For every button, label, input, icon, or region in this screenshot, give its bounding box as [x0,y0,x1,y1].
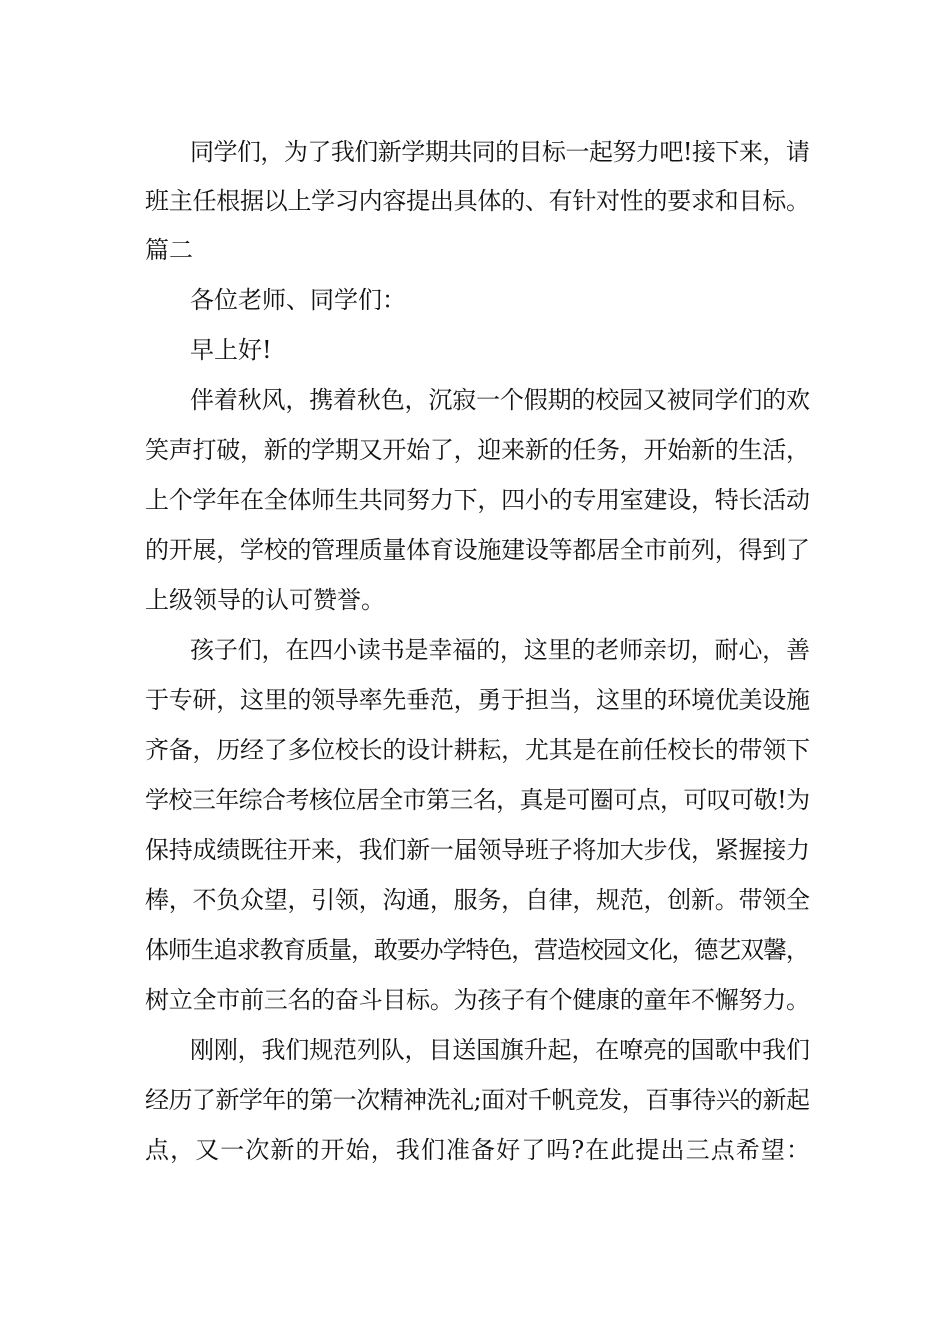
paragraph-line: 伴着秋风，携着秋色，沉寂一个假期的校园又被同学们的欢 [190,386,810,414]
paragraph-line: 笑声打破，新的学期又开始了，迎来新的任务，开始新的生活， [145,436,810,464]
paragraph-line: 上级领导的认可赞誉。 [145,586,385,614]
paragraph-line: 的开展，学校的管理质量体育设施建设等都居全市前列，得到了 [145,536,810,564]
paragraph-line: 于专研，这里的领导率先垂范，勇于担当，这里的环境优美设施 [145,686,810,714]
paragraph-line: 经历了新学年的第一次精神洗礼;面对千帆竞发，百事待兴的新起 [145,1086,810,1114]
paragraph-line: 体师生追求教育质量，敢要办学特色，营造校园文化，德艺双馨， [145,936,809,964]
paragraph-line: 同学们，为了我们新学期共同的目标一起努力吧!接下来，请 [190,138,810,166]
paragraph-line: 班主任根据以上学习内容提出具体的、有针对性的要求和目标。 [145,187,810,215]
paragraph-line: 学校三年综合考核位居全市第三名，真是可圈可点，可叹可敬!为 [145,786,810,814]
paragraph-line: 孩子们，在四小读书是幸福的，这里的老师亲切，耐心，善 [190,636,810,664]
greeting: 早上好! [190,336,272,364]
paragraph-line: 刚刚，我们规范列队，目送国旗升起，在嘹亮的国歌中我们 [190,1036,810,1064]
salutation: 各位老师、同学们： [190,286,406,314]
paragraph-line: 齐备，历经了多位校长的设计耕耘，尤其是在前任校长的带领下 [145,736,810,764]
paragraph-line: 上个学年在全体师生共同努力下，四小的专用室建设，特长活动 [145,486,810,514]
paragraph-line: 树立全市前三名的奋斗目标。为孩子有个健康的童年不懈努力。 [145,986,810,1014]
paragraph-line: 棒，不负众望，引领，沟通，服务，自律，规范，创新。带领全 [145,886,810,914]
paragraph-line: 保持成绩既往开来，我们新一届领导班子将加大步伐，紧握接力 [145,836,810,864]
section-heading: 篇二 [145,236,193,264]
paragraph-line: 点，又一次新的开始，我们准备好了吗?在此提出三点希望： [145,1136,812,1164]
